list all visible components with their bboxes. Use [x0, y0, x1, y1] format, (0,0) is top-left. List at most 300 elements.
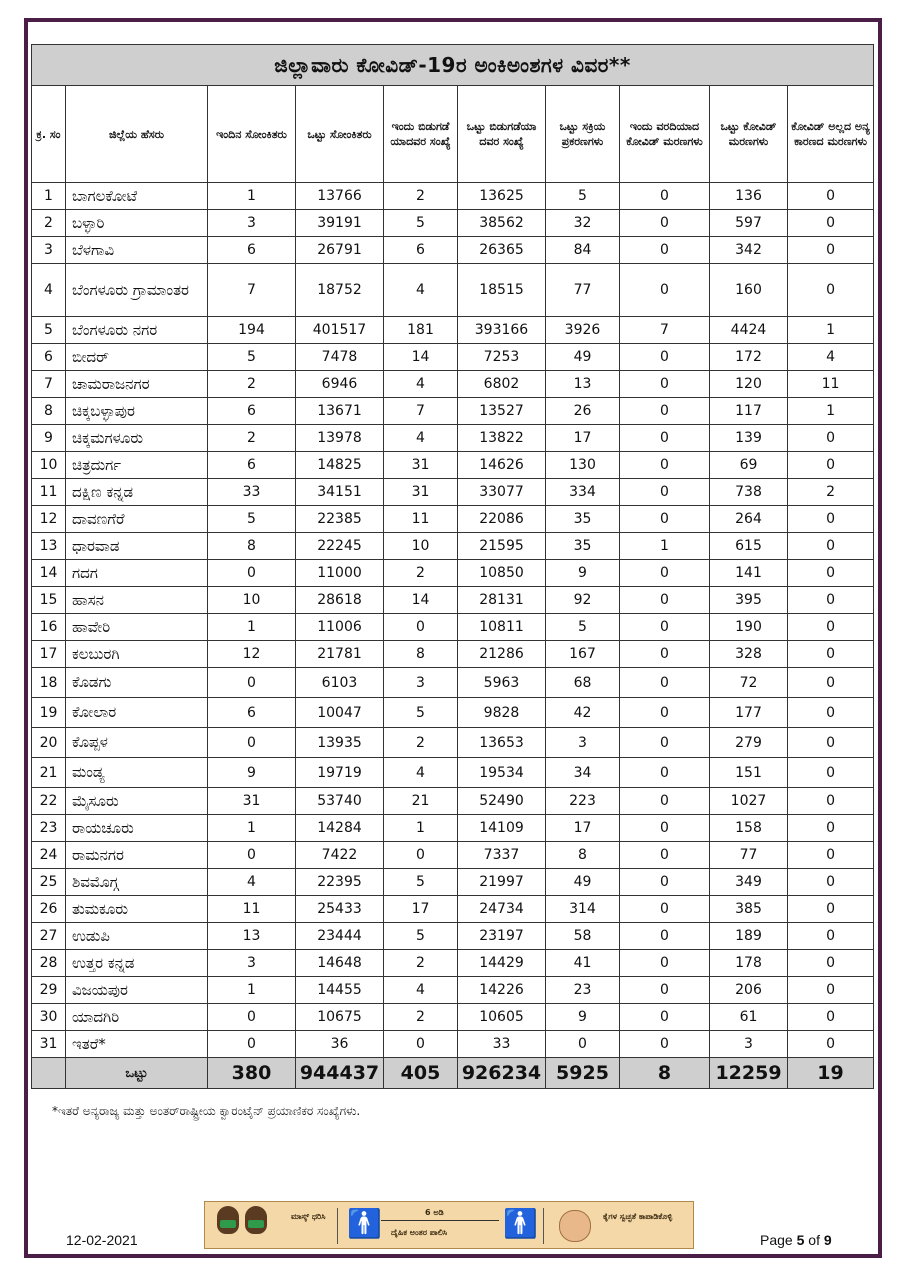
district-name: ರಾಯಚೂರು [66, 815, 208, 842]
district-name: ಇತರೆ* [66, 1031, 208, 1058]
table-cell: 0 [620, 869, 710, 896]
table-cell: 11000 [296, 560, 384, 587]
table-cell: 141 [710, 560, 788, 587]
table-cell: 38562 [458, 210, 546, 237]
table-cell: 6802 [458, 371, 546, 398]
table-cell: 0 [788, 923, 874, 950]
total-row [32, 1058, 874, 1089]
table-cell: 0 [788, 237, 874, 264]
table-cell: 10811 [458, 614, 546, 641]
table-cell: 0 [620, 950, 710, 977]
table-cell: 14 [384, 344, 458, 371]
table-cell: 8 [384, 641, 458, 668]
table-cell: 6 [208, 698, 296, 728]
table-cell: 10047 [296, 698, 384, 728]
district-name: ದಕ್ಷಿಣ ಕನ್ನಡ [66, 479, 208, 506]
column-header: ಒಟ್ಟು ಬಿಡುಗಡೆಯಾ ದವರ ಸಂಖ್ಯೆ [458, 86, 546, 183]
table-cell: 385 [710, 896, 788, 923]
table-cell: 11 [208, 896, 296, 923]
district-name: ಗದಗ [66, 560, 208, 587]
table-row [32, 425, 874, 452]
table-cell: 0 [788, 758, 874, 788]
table-cell: 25 [32, 869, 66, 896]
column-header: ಒಟ್ಟು ಸೋಂಕಿತರು [296, 86, 384, 183]
table-cell: 0 [620, 587, 710, 614]
face-mask-icon-2 [245, 1206, 267, 1234]
district-name: ರಾಮನಗರ [66, 842, 208, 869]
table-cell: 5 [32, 317, 66, 344]
table-cell: 19534 [458, 758, 546, 788]
table-cell: 10850 [458, 560, 546, 587]
total-cell: 944437 [296, 1058, 384, 1089]
table-row [32, 614, 874, 641]
table-cell: 14 [384, 587, 458, 614]
table-cell: 181 [384, 317, 458, 344]
table-cell: 14825 [296, 452, 384, 479]
table-row [32, 950, 874, 977]
table-cell: 61 [710, 1004, 788, 1031]
table-cell: 53740 [296, 788, 384, 815]
table-cell: 2 [384, 183, 458, 210]
table-cell: 1 [208, 815, 296, 842]
district-name: ವಿಜಯಪುರ [66, 977, 208, 1004]
district-name: ಕೋಲಾರ [66, 698, 208, 728]
total-cell [32, 1058, 66, 1089]
table-row [32, 758, 874, 788]
banner-divider-2 [543, 1208, 544, 1244]
table-row [32, 237, 874, 264]
table-cell: 2 [384, 728, 458, 758]
table-cell: 0 [546, 1031, 620, 1058]
hand-wash-icon [559, 1210, 591, 1242]
safety-banner [204, 1201, 694, 1249]
total-cell: 5925 [546, 1058, 620, 1089]
district-name: ಉಡುಪಿ [66, 923, 208, 950]
table-cell: 597 [710, 210, 788, 237]
column-header: ಒಟ್ಟು ಕೋವಿಡ್ ಮರಣಗಳು [710, 86, 788, 183]
column-header: ಕ್ರ. ಸಂ [32, 86, 66, 183]
table-cell: 0 [208, 668, 296, 698]
table-cell: 5 [546, 183, 620, 210]
table-cell: 158 [710, 815, 788, 842]
table-cell: 4 [384, 977, 458, 1004]
table-cell: 314 [546, 896, 620, 923]
table-cell: 10 [32, 452, 66, 479]
table-row [32, 977, 874, 1004]
table-row [32, 587, 874, 614]
table-cell: 0 [620, 237, 710, 264]
district-name: ತುಮಕೂರು [66, 896, 208, 923]
table-cell: 177 [710, 698, 788, 728]
table-cell: 6103 [296, 668, 384, 698]
table-cell: 9828 [458, 698, 546, 728]
table-cell: 0 [788, 264, 874, 317]
table-cell: 189 [710, 923, 788, 950]
table-cell: 3 [546, 728, 620, 758]
table-cell: 0 [788, 1031, 874, 1058]
table-cell: 0 [788, 896, 874, 923]
table-cell: 34 [546, 758, 620, 788]
table-cell: 0 [620, 896, 710, 923]
table-cell: 0 [788, 425, 874, 452]
table-row [32, 371, 874, 398]
table-cell: 31 [384, 452, 458, 479]
table-cell: 5 [384, 869, 458, 896]
table-cell: 5 [208, 506, 296, 533]
table-cell: 401517 [296, 317, 384, 344]
district-name: ದಾವಣಗೆರೆ [66, 506, 208, 533]
table-cell: 31 [208, 788, 296, 815]
table-cell: 0 [620, 479, 710, 506]
district-name: ಬೆಂಗಳೂರು ಗ್ರಾಮಾಂತರ [66, 264, 208, 317]
table-cell: 20 [32, 728, 66, 758]
table-cell: 14284 [296, 815, 384, 842]
table-cell: 7 [620, 317, 710, 344]
table-cell: 342 [710, 237, 788, 264]
column-header: ಜಿಲ್ಲೆಯ ಹೆಸರು [66, 86, 208, 183]
table-cell: 26 [546, 398, 620, 425]
district-name: ಕೊಡಗು [66, 668, 208, 698]
table-cell: 18515 [458, 264, 546, 317]
table-cell: 22385 [296, 506, 384, 533]
table-cell: 0 [788, 183, 874, 210]
table-cell: 0 [620, 210, 710, 237]
table-cell: 6 [208, 452, 296, 479]
table-cell: 28618 [296, 587, 384, 614]
table-cell: 26 [32, 896, 66, 923]
table-cell: 0 [788, 210, 874, 237]
table-cell: 4 [32, 264, 66, 317]
district-name: ಶಿವಮೊಗ್ಗ [66, 869, 208, 896]
table-cell: 25433 [296, 896, 384, 923]
table-row [32, 1004, 874, 1031]
table-cell: 30 [32, 1004, 66, 1031]
district-name: ಮೈಸೂರು [66, 788, 208, 815]
table-row [32, 923, 874, 950]
table-cell: 0 [788, 560, 874, 587]
table-row [32, 560, 874, 587]
total-cell: 405 [384, 1058, 458, 1089]
table-cell: 6 [208, 237, 296, 264]
report-date: 12-02-2021 [66, 1232, 138, 1248]
district-name: ಮಂಡ್ಯ [66, 758, 208, 788]
table-cell: 0 [208, 1004, 296, 1031]
total-cell: 926234 [458, 1058, 546, 1089]
table-cell: 4 [788, 344, 874, 371]
table-cell: 7478 [296, 344, 384, 371]
table-cell: 13766 [296, 183, 384, 210]
table-cell: 7422 [296, 842, 384, 869]
table-cell: 4 [384, 264, 458, 317]
table-row [32, 183, 874, 210]
table-cell: 0 [620, 344, 710, 371]
table-cell: 6 [384, 237, 458, 264]
table-cell: 22395 [296, 869, 384, 896]
table-cell: 194 [208, 317, 296, 344]
table-cell: 120 [710, 371, 788, 398]
table-cell: 14429 [458, 950, 546, 977]
table-cell: 84 [546, 237, 620, 264]
table-cell: 0 [620, 1004, 710, 1031]
table-cell: 13935 [296, 728, 384, 758]
table-cell: 5 [384, 210, 458, 237]
table-cell: 0 [788, 641, 874, 668]
table-cell: 13625 [458, 183, 546, 210]
table-cell: 27 [32, 923, 66, 950]
table-cell: 7253 [458, 344, 546, 371]
table-cell: 19719 [296, 758, 384, 788]
table-cell: 0 [208, 560, 296, 587]
table-cell: 0 [788, 728, 874, 758]
distance-arrow-icon [381, 1220, 499, 1221]
table-row [32, 728, 874, 758]
table-cell: 0 [620, 668, 710, 698]
table-cell: 0 [620, 425, 710, 452]
table-cell: 0 [620, 183, 710, 210]
page-middle: of [804, 1232, 824, 1248]
distance-caption: ದೈಹಿಕ ಅಂತರ ಪಾಲಿಸಿ [391, 1228, 448, 1237]
table-cell: 151 [710, 758, 788, 788]
table-cell: 615 [710, 533, 788, 560]
table-cell: 72 [710, 668, 788, 698]
district-covid-table [31, 44, 874, 1089]
table-cell: 0 [620, 698, 710, 728]
table-cell: 5 [384, 923, 458, 950]
mask-text: ಮಾಸ್ಕ್ ಧರಿಸಿ [291, 1212, 326, 1221]
table-cell: 14455 [296, 977, 384, 1004]
table-cell: 42 [546, 698, 620, 728]
table-cell: 0 [620, 506, 710, 533]
table-cell: 0 [788, 452, 874, 479]
table-row [32, 842, 874, 869]
table-row [32, 533, 874, 560]
table-cell: 0 [788, 842, 874, 869]
table-cell: 223 [546, 788, 620, 815]
table-cell: 4 [384, 758, 458, 788]
table-cell: 17 [546, 815, 620, 842]
table-cell: 0 [788, 977, 874, 1004]
table-cell: 0 [788, 533, 874, 560]
table-cell: 68 [546, 668, 620, 698]
table-cell: 10605 [458, 1004, 546, 1031]
table-cell: 12 [208, 641, 296, 668]
table-cell: 52490 [458, 788, 546, 815]
column-header: ಇಂದು ಬಿಡುಗಡೆ ಯಾದವರ ಸಂಖ್ಯೆ [384, 86, 458, 183]
column-header: ಒಟ್ಟು ಸಕ್ರಿಯ ಪ್ರಕರಣಗಳು [546, 86, 620, 183]
table-cell: 7337 [458, 842, 546, 869]
table-cell: 31 [32, 1031, 66, 1058]
table-cell: 1027 [710, 788, 788, 815]
table-cell: 0 [788, 614, 874, 641]
district-name: ಉತ್ತರ ಕನ್ನಡ [66, 950, 208, 977]
district-name: ಯಾದಗಿರಿ [66, 1004, 208, 1031]
table-row [32, 788, 874, 815]
table-cell: 69 [710, 452, 788, 479]
table-cell: 2 [384, 560, 458, 587]
table-cell: 0 [788, 788, 874, 815]
table-cell: 35 [546, 533, 620, 560]
table-cell: 7 [32, 371, 66, 398]
table-cell: 0 [384, 614, 458, 641]
table-cell: 0 [384, 1031, 458, 1058]
wash-text: ಕೈಗಳ ಸ್ವಚ್ಛತೆ ಕಾಪಾಡಿಕೊಳ್ಳಿ [603, 1212, 673, 1221]
table-cell: 23197 [458, 923, 546, 950]
table-cell: 6946 [296, 371, 384, 398]
table-cell: 22086 [458, 506, 546, 533]
table-row [32, 668, 874, 698]
table-cell: 9 [546, 560, 620, 587]
table-cell: 0 [620, 842, 710, 869]
table-cell: 3926 [546, 317, 620, 344]
table-cell: 0 [788, 668, 874, 698]
table-cell: 11 [788, 371, 874, 398]
column-header: ಇಂದು ವರದಿಯಾದ ಕೋವಿಡ್ ಮರಣಗಳು [620, 86, 710, 183]
table-cell: 32 [546, 210, 620, 237]
table-cell: 0 [788, 698, 874, 728]
table-cell: 2 [788, 479, 874, 506]
table-cell: 167 [546, 641, 620, 668]
table-cell: 17 [546, 425, 620, 452]
table-cell: 3 [32, 237, 66, 264]
person-icon-2: 🚹 [503, 1207, 538, 1240]
table-cell: 49 [546, 869, 620, 896]
district-table-container [31, 44, 873, 1089]
district-name: ಕಲಬುರಗಿ [66, 641, 208, 668]
table-cell: 4424 [710, 317, 788, 344]
table-cell: 15 [32, 587, 66, 614]
table-cell: 58 [546, 923, 620, 950]
table-row [32, 264, 874, 317]
table-cell: 17 [32, 641, 66, 668]
table-cell: 23 [32, 815, 66, 842]
table-cell: 36 [296, 1031, 384, 1058]
table-cell: 136 [710, 183, 788, 210]
table-title: ಜಿಲ್ಲಾವಾರು ಕೋವಿಡ್-19ರ ಅಂಕಿಅಂಶಗಳ ವಿವರ** [32, 45, 874, 86]
table-row [32, 210, 874, 237]
table-cell: 17 [384, 896, 458, 923]
district-name: ಬಾಗಲಕೋಟೆ [66, 183, 208, 210]
table-cell: 1 [384, 815, 458, 842]
table-cell: 0 [620, 728, 710, 758]
table-cell: 13 [546, 371, 620, 398]
table-cell: 178 [710, 950, 788, 977]
table-cell: 0 [620, 264, 710, 317]
table-cell: 9 [208, 758, 296, 788]
table-cell: 3 [710, 1031, 788, 1058]
table-cell: 7 [208, 264, 296, 317]
table-cell: 10 [208, 587, 296, 614]
table-cell: 0 [788, 506, 874, 533]
district-name: ಬಳ್ಳಾರಿ [66, 210, 208, 237]
table-cell: 49 [546, 344, 620, 371]
table-cell: 77 [546, 264, 620, 317]
table-cell: 1 [208, 614, 296, 641]
table-cell: 16 [32, 614, 66, 641]
district-name: ಚಿತ್ರದುರ್ಗ [66, 452, 208, 479]
table-cell: 395 [710, 587, 788, 614]
table-cell: 1 [788, 398, 874, 425]
column-headers [32, 86, 874, 183]
table-cell: 0 [620, 452, 710, 479]
table-cell: 13822 [458, 425, 546, 452]
table-cell: 0 [620, 398, 710, 425]
table-cell: 0 [788, 950, 874, 977]
table-cell: 3 [208, 950, 296, 977]
table-cell: 24 [32, 842, 66, 869]
table-cell: 8 [208, 533, 296, 560]
table-cell: 28 [32, 950, 66, 977]
table-cell: 5963 [458, 668, 546, 698]
table-cell: 6 [208, 398, 296, 425]
district-name: ಕೊಪ್ಪಳ [66, 728, 208, 758]
banner-divider [337, 1208, 338, 1244]
table-row [32, 698, 874, 728]
table-cell: 14226 [458, 977, 546, 1004]
table-cell: 0 [620, 641, 710, 668]
table-cell: 8 [546, 842, 620, 869]
table-cell: 10 [384, 533, 458, 560]
table-cell: 24734 [458, 896, 546, 923]
table-cell: 21997 [458, 869, 546, 896]
table-cell: 0 [788, 1004, 874, 1031]
table-cell: 1 [208, 183, 296, 210]
table-cell: 26365 [458, 237, 546, 264]
table-cell: 12 [32, 506, 66, 533]
table-cell: 22 [32, 788, 66, 815]
table-cell: 18 [32, 668, 66, 698]
table-cell: 92 [546, 587, 620, 614]
table-cell: 13 [208, 923, 296, 950]
table-cell: 130 [546, 452, 620, 479]
page-current: 5 [796, 1232, 805, 1248]
column-header: ಇಂದಿನ ಸೋಂಕಿತರು [208, 86, 296, 183]
table-cell: 11 [384, 506, 458, 533]
table-cell: 21286 [458, 641, 546, 668]
table-cell: 13671 [296, 398, 384, 425]
table-cell: 14 [32, 560, 66, 587]
table-cell: 33077 [458, 479, 546, 506]
table-cell: 11006 [296, 614, 384, 641]
table-cell: 334 [546, 479, 620, 506]
table-cell: 2 [208, 371, 296, 398]
district-name: ಹಾವೇರಿ [66, 614, 208, 641]
table-row [32, 869, 874, 896]
table-cell: 11 [32, 479, 66, 506]
total-cell: 380 [208, 1058, 296, 1089]
table-cell: 206 [710, 977, 788, 1004]
table-cell: 139 [710, 425, 788, 452]
district-name: ಬೀದರ್ [66, 344, 208, 371]
total-label: ಒಟ್ಟು [66, 1058, 208, 1089]
table-row [32, 398, 874, 425]
table-cell: 77 [710, 842, 788, 869]
table-cell: 328 [710, 641, 788, 668]
table-cell: 2 [384, 950, 458, 977]
total-cell: 8 [620, 1058, 710, 1089]
table-cell: 1 [620, 533, 710, 560]
table-cell: 0 [620, 614, 710, 641]
table-cell: 39191 [296, 210, 384, 237]
table-cell: 14626 [458, 452, 546, 479]
table-cell: 9 [546, 1004, 620, 1031]
total-cell: 12259 [710, 1058, 788, 1089]
district-name: ಚಿಕ್ಕಮಗಳೂರು [66, 425, 208, 452]
table-cell: 2 [208, 425, 296, 452]
table-cell: 23 [546, 977, 620, 1004]
district-name: ಬೆಳಗಾವಿ [66, 237, 208, 264]
table-cell: 1 [788, 317, 874, 344]
table-cell: 31 [384, 479, 458, 506]
